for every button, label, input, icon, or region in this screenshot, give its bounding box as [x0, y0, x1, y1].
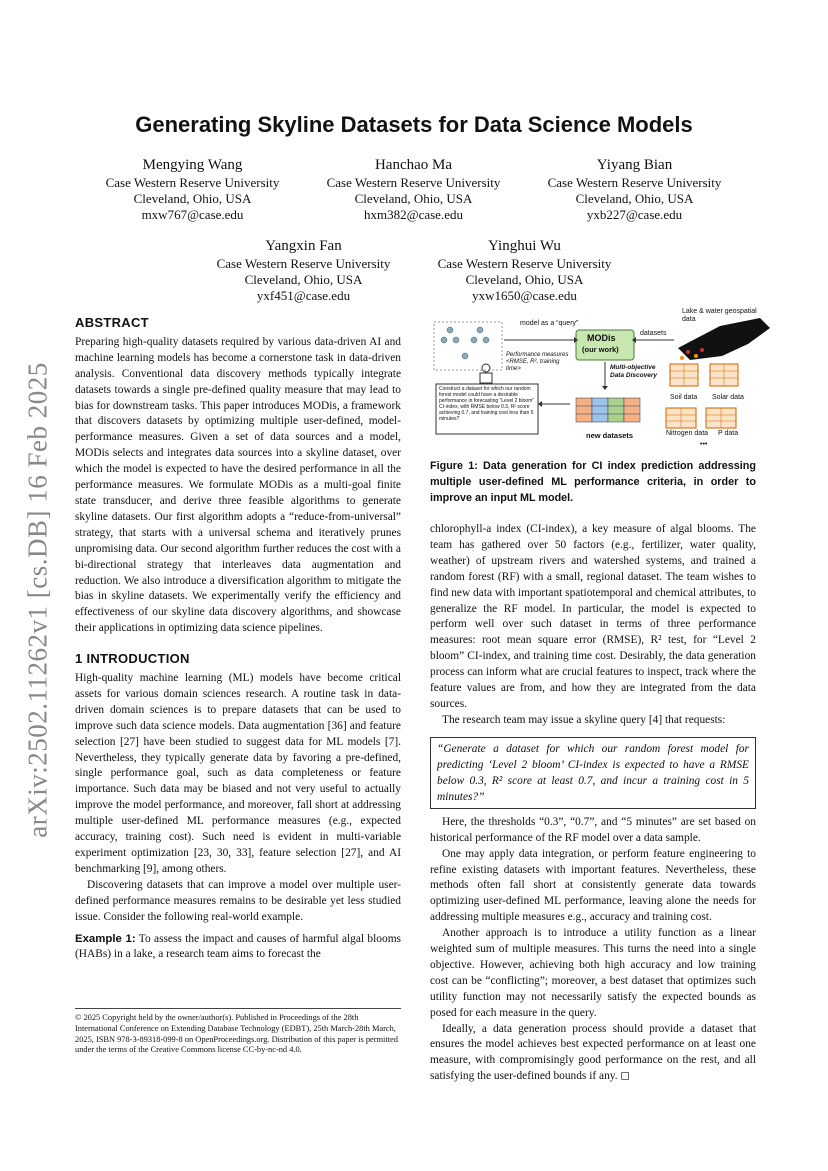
fig-label-lake: Lake & water geospatial data — [682, 308, 757, 323]
intro-paragraph: High-quality machine learning (ML) models have become critical assets for various domain sciences research. A routine task in data-driven domain sciences is to prepare datasets that can be used to improve such data science models. Data augmentation [36] and feature selection [27] have been studied to suggest data for ML models [7]. Nevertheless, they typically generate data by favoring a pre-defined, single performance goal, such as data completeness or feature importance. Such data may be biased and not very useful to actually improve the model performance, and moreover, fall short at addressing multiple user-defined ML performance measures (e.g., expected accuracy, training cost). Such need is evident in multi-variable experiment optimization [23, 30, 33], feature selection [27], and AI benchmarking [9], among others. — [75, 672, 401, 875]
left-column — [75, 315, 401, 963]
fig-label-performance: Performance measures <RMSE, R², training time> — [506, 352, 569, 372]
author-email: yxb227@case.edu — [586, 207, 683, 222]
figure-caption: Figure 1: Data generation for CI index prediction addressing multiple user-defined ML performance criteria, in order to improve an input ML model. — [430, 460, 756, 504]
author-name: Yangxin Fan — [265, 238, 342, 254]
introduction-heading: 1 INTRODUCTION — [75, 651, 190, 667]
body-paragraph: One may apply data integration, or perform feature engineering to refine existing datasets with important features. Nevertheless, these methods often fall short at consistently generate data towards optimizing user-defined ML performance, leaving alone the needs for addressing multiple measures e.g., accuracy and training cost. — [430, 847, 756, 924]
figure-graphic — [430, 304, 775, 450]
figure-1 — [430, 304, 775, 450]
author-email: yxf451@case.edu — [256, 288, 351, 303]
fig-label-new-datasets: new datasets — [586, 431, 634, 440]
author-location: Cleveland, Ohio, USA — [133, 191, 252, 206]
fig-label-p: P data — [718, 430, 739, 437]
right-column — [430, 458, 756, 1085]
author-affiliation: Case Western Reserve University — [216, 256, 391, 271]
author-name: Mengying Wang — [142, 157, 243, 173]
fig-label-nitrogen: Nitrogen data — [666, 430, 709, 437]
fig-label-ellipsis: ••• — [700, 441, 708, 448]
abstract-heading: ABSTRACT — [75, 315, 149, 330]
author-block — [537, 155, 732, 223]
author-affiliation: Case Western Reserve University — [547, 175, 722, 190]
body-paragraph: Here, the thresholds “0.3”, “0.7”, and “5 minutes” are set based on historical performance of the RF model over a data sample. — [430, 815, 756, 844]
author-email: mxw767@case.edu — [141, 207, 244, 222]
paper-title: Generating Skyline Datasets for Data Science Models — [135, 112, 693, 137]
author-affiliation: Case Western Reserve University — [437, 256, 612, 271]
body-paragraph: Ideally, a data generation process should provide a dataset that ensures the model achieves best expected performance on at least one measure, with compromisingly good performance on the rest, and all satisfying the user-defined bounds if any. ◻ — [430, 1022, 756, 1083]
fig-label-datasets: datasets — [640, 330, 667, 337]
author-location: Cleveland, Ohio, USA — [465, 272, 584, 287]
body-paragraph: The research team may issue a skyline query [4] that requests: — [442, 713, 726, 726]
author-email: yxw1650@case.edu — [472, 288, 577, 303]
author-block — [206, 236, 401, 304]
example-label: Example 1: — [75, 932, 136, 945]
fig-label-soil: Soil data — [670, 394, 698, 401]
author-block — [316, 155, 511, 223]
body-paragraph: chlorophyll-a index (CI-index), a key measure of algal blooms. The team has gathered over 50 factors (e.g., fertilizer, water quality, weather) of upstream rivers and watershed systems, and trained a random forest (RF) with a small, regional dataset. The team wishes to find new data with important spatiotemporal and chemical attributes, to generalize the RF model. In particular, the model is expected to perform well over such dataset in terms of three performance measures: root mean square error (RMSE), R² test, for “Level 2 bloom” CI-index, and training time cost. Desirably, the data generation process can inform what are crucial features to inspect, track where the feature values are from, and how they are integrated from the data sources. — [430, 523, 756, 710]
fig-label-solar: Solar data — [712, 394, 744, 401]
author-name: Yinghui Wu — [488, 238, 561, 254]
fig-query-box: Construct a dataset for which our random forest model could have a desirable performance in forecasting “Level 2 bloom” CI-index, with RMSE below 0.3, R² score achieving 0.7, and training cost less than 5 minutes? — [439, 386, 535, 422]
author-name: Yiyang Bian — [596, 157, 673, 173]
copyright-footnote: © 2025 Copyright held by the owner/author(s). Published in Proceedings of the 28th International Conference on Extending Database Technology (EDBT), 25th March-28th March, 2025, ISBN 978-3-89318-099-8 on OpenProceedings.org. Distribution of this paper is permitted under the terms of the Creative Commons license CC-by-nc-nd 4.0. — [75, 1008, 401, 1056]
intro-paragraph: Discovering datasets that can improve a model over multiple user-defined performance measures remains to be desirable yet less studied issue. Consider the following real-world example. — [75, 878, 401, 923]
author-affiliation: Case Western Reserve University — [105, 175, 280, 190]
fig-label-multi-objective: Multi-objective Data Discovery — [610, 364, 657, 379]
fig-label-modis: MODis — [587, 333, 616, 343]
author-block — [95, 155, 290, 223]
abstract-text: Preparing high-quality datasets required by various data-driven AI and machine learning models has become a cornerstone task in data-driven analysis. Conventional data discovery methods typically integrate datasets towards a single pre-defined quality measure that may lead to bias for downstream tasks. This paper introduces MODis, a framework that discovers datasets by optimizing multiple user-defined, model-performance measures. Given a set of data sources and a model, MODis selects and integrates data sources into a skyline dataset, over which the model is expected to have the desired performance in all the performance measures. We formulate MODis as a multi-goal finite state transducer, and derive three feasible algorithms to generate skyline datasets. Our first algorithm adopts a “reduce-from-universal” strategy, that starts with a universal schema and iteratively prunes unpromising data. Our second algorithm further reduces the cost with a bi-directional strategy that interleaves data augmentation and reduction. We also introduce a diversification algorithm to mitigate the bias in skyline datasets. We experimentally verify the efficiency and effectiveness of our skyline data discovery algorithms, and showcase their applications in optimizing data science pipelines. — [75, 335, 401, 635]
skyline-query-box: “Generate a dataset for which our random forest model for predicting ‘Level 2 bloom’ CI-index is expected to have a RMSE below 0.3, R² score at least 0.7, and incur a training cost in 5 minutes?” — [430, 737, 756, 809]
body-paragraph: Another approach is to introduce a utility function as a linear weighted sum of multiple measures. This turns the need into a single objective. However, achieving both high accuracy and low training cost can be “conflicting”; moreover, a best dataset that optimizes such utility function may not necessarily satisfy the expected bounds as posed for each measure in the query. — [430, 927, 756, 1019]
author-email: hxm382@case.edu — [364, 207, 463, 222]
author-affiliation: Case Western Reserve University — [326, 175, 501, 190]
author-name: Hanchao Ma — [374, 157, 453, 173]
arxiv-watermark: arXiv:2502.11262v1 [cs.DB] 16 Feb 2025 — [22, 362, 53, 838]
fig-label-our-work: (our work) — [582, 345, 619, 354]
author-location: Cleveland, Ohio, USA — [354, 191, 473, 206]
author-location: Cleveland, Ohio, USA — [244, 272, 363, 287]
example-text: To assess the impact and causes of harmful algal blooms (HABs) in a lake, a research team aims to forecast the — [75, 932, 401, 961]
author-block — [427, 236, 622, 304]
fig-label-model-query: model as a “query” — [520, 320, 579, 327]
example-paragraph — [75, 932, 401, 964]
author-location: Cleveland, Ohio, USA — [575, 191, 694, 206]
